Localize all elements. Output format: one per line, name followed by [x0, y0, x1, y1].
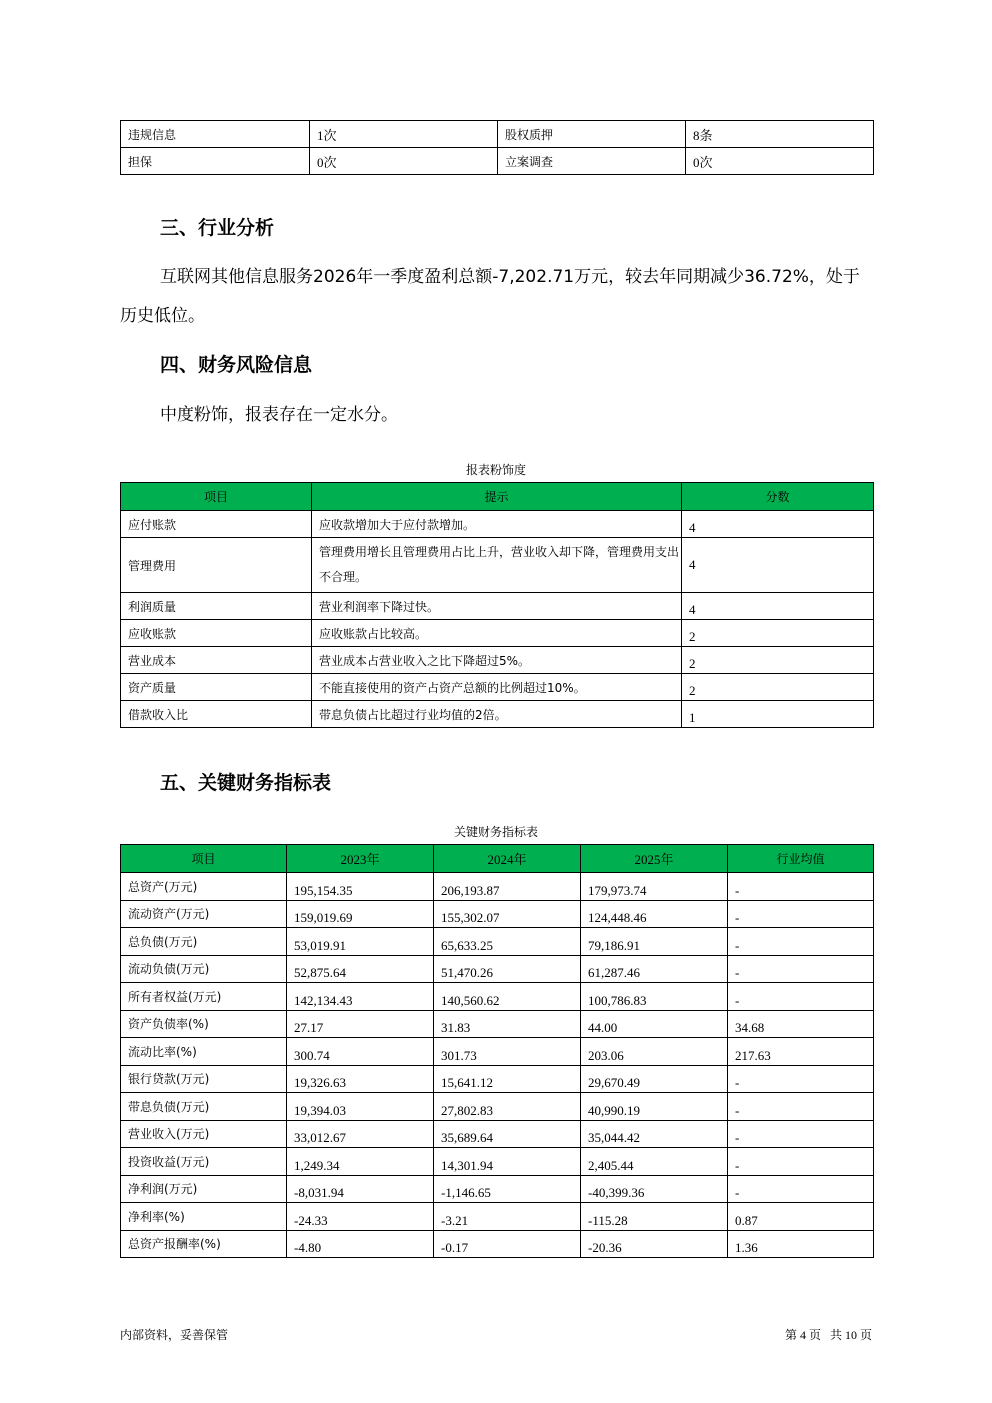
risk-table [120, 482, 874, 728]
table-row [121, 511, 874, 538]
industry-analysis-line1: 互联网其他信息服务2026年一季度盈利总额-7,202.71万元，较去年同期减少36.72%，处于 [160, 267, 860, 287]
year-value-cell: 40,990.19 [581, 1093, 728, 1121]
indicator-name-cell: 流动资产(万元) [121, 900, 287, 928]
section-heading-key-indicators: 五、关键财务指标表 [160, 772, 332, 794]
score-cell: 2 [682, 620, 874, 647]
industry-average-cell: - [728, 1148, 874, 1176]
year-value-cell: -3.21 [434, 1203, 581, 1231]
year-value-cell: -24.33 [287, 1203, 434, 1231]
kpi-table [120, 844, 874, 1258]
table-row [121, 900, 874, 928]
table-header-row [121, 483, 874, 511]
score-cell: 4 [682, 538, 874, 593]
year-value-cell: 29,670.49 [581, 1065, 728, 1093]
industry-average-cell: - [728, 955, 874, 983]
year-value-cell: -20.36 [581, 1230, 728, 1258]
year-value-cell: -0.17 [434, 1230, 581, 1258]
table-row [121, 647, 874, 674]
hint-cell: 应收账款占比较高。 [312, 620, 682, 647]
year-value-cell: -8,031.94 [287, 1175, 434, 1203]
industry-average-cell: - [728, 1065, 874, 1093]
table-header-row [121, 845, 874, 873]
value-equity-pledge: 8条 [686, 121, 874, 148]
table-row [121, 1148, 874, 1176]
table-row [121, 1175, 874, 1203]
indicator-name-cell: 总资产(万元) [121, 873, 287, 901]
item-cell: 借款收入比 [121, 701, 312, 728]
column-header: 2023年 [287, 845, 434, 873]
industry-average-cell: - [728, 983, 874, 1011]
industry-average-cell: - [728, 1093, 874, 1121]
table-row [121, 1038, 874, 1066]
table-row [121, 1203, 874, 1231]
item-cell: 应付账款 [121, 511, 312, 538]
year-value-cell: 51,470.26 [434, 955, 581, 983]
label-investigation: 立案调查 [498, 148, 686, 175]
table-row [121, 620, 874, 647]
industry-average-cell: - [728, 1120, 874, 1148]
table-row [121, 121, 874, 148]
item-cell: 应收账款 [121, 620, 312, 647]
item-cell: 利润质量 [121, 593, 312, 620]
year-value-cell: 1,249.34 [287, 1148, 434, 1176]
hint-cell: 管理费用增长且管理费用占比上升，营业收入却下降，管理费用支出不合理。 [312, 538, 682, 593]
year-value-cell: 203.06 [581, 1038, 728, 1066]
table-row [121, 873, 874, 901]
table-row [121, 674, 874, 701]
table-row [121, 1120, 874, 1148]
year-value-cell: 301.73 [434, 1038, 581, 1066]
year-value-cell: 31.83 [434, 1010, 581, 1038]
year-value-cell: 44.00 [581, 1010, 728, 1038]
table-row [121, 1093, 874, 1121]
indicator-name-cell: 资产负债率(%) [121, 1010, 287, 1038]
item-cell: 营业成本 [121, 647, 312, 674]
year-value-cell: 27.17 [287, 1010, 434, 1038]
column-header: 行业均值 [728, 845, 874, 873]
violation-summary-table [120, 120, 874, 175]
indicator-name-cell: 银行贷款(万元) [121, 1065, 287, 1093]
year-value-cell: 19,394.03 [287, 1093, 434, 1121]
industry-average-cell: 0.87 [728, 1203, 874, 1231]
score-cell: 2 [682, 674, 874, 701]
indicator-name-cell: 所有者权益(万元) [121, 983, 287, 1011]
column-header: 2025年 [581, 845, 728, 873]
indicator-name-cell: 流动比率(%) [121, 1038, 287, 1066]
year-value-cell: -115.28 [581, 1203, 728, 1231]
table-row [121, 1010, 874, 1038]
industry-average-cell: 1.36 [728, 1230, 874, 1258]
year-value-cell: 2,405.44 [581, 1148, 728, 1176]
indicator-name-cell: 带息负债(万元) [121, 1093, 287, 1121]
footer-page-number: 第 4 页 共 10 页 [784, 1328, 872, 1342]
industry-average-cell: - [728, 873, 874, 901]
table-row [121, 701, 874, 728]
table-row [121, 1065, 874, 1093]
year-value-cell: 159,019.69 [287, 900, 434, 928]
column-header: 提示 [312, 483, 682, 511]
table-row [121, 148, 874, 175]
label-equity-pledge: 股权质押 [498, 121, 686, 148]
year-value-cell: 140,560.62 [434, 983, 581, 1011]
industry-average-cell: - [728, 1175, 874, 1203]
table-row [121, 538, 874, 593]
year-value-cell: 124,448.46 [581, 900, 728, 928]
footer-confidential-note: 内部资料，妥善保管 [120, 1328, 229, 1342]
hint-cell: 营业利润率下降过快。 [312, 593, 682, 620]
industry-average-cell: - [728, 928, 874, 956]
section-heading-industry-analysis: 三、行业分析 [160, 217, 275, 239]
hint-cell: 带息负债占比超过行业均值的2倍。 [312, 701, 682, 728]
item-cell: 管理费用 [121, 538, 312, 593]
year-value-cell: -1,146.65 [434, 1175, 581, 1203]
score-cell: 1 [682, 701, 874, 728]
year-value-cell: 35,044.42 [581, 1120, 728, 1148]
year-value-cell: 14,301.94 [434, 1148, 581, 1176]
section-heading-financial-risk: 四、财务风险信息 [160, 354, 313, 376]
year-value-cell: 195,154.35 [287, 873, 434, 901]
year-value-cell: 300.74 [287, 1038, 434, 1066]
year-value-cell: 33,012.67 [287, 1120, 434, 1148]
year-value-cell: 142,134.43 [287, 983, 434, 1011]
year-value-cell: 19,326.63 [287, 1065, 434, 1093]
indicator-name-cell: 营业收入(万元) [121, 1120, 287, 1148]
year-value-cell: 206,193.87 [434, 873, 581, 901]
indicator-name-cell: 总资产报酬率(%) [121, 1230, 287, 1258]
indicator-name-cell: 净利率(%) [121, 1203, 287, 1231]
industry-analysis-line2: 历史低位。 [120, 306, 205, 326]
year-value-cell: 52,875.64 [287, 955, 434, 983]
indicator-name-cell: 投资收益(万元) [121, 1148, 287, 1176]
table-row [121, 928, 874, 956]
year-value-cell: 79,186.91 [581, 928, 728, 956]
score-cell: 2 [682, 647, 874, 674]
hint-cell: 不能直接使用的资产占资产总额的比例超过10%。 [312, 674, 682, 701]
year-value-cell: 53,019.91 [287, 928, 434, 956]
score-cell: 4 [682, 593, 874, 620]
table-row [121, 983, 874, 1011]
column-header: 2024年 [434, 845, 581, 873]
year-value-cell: 27,802.83 [434, 1093, 581, 1121]
value-investigation: 0次 [686, 148, 874, 175]
year-value-cell: -4.80 [287, 1230, 434, 1258]
column-header: 项目 [121, 483, 312, 511]
hint-cell: 应收款增加大于应付款增加。 [312, 511, 682, 538]
year-value-cell: 61,287.46 [581, 955, 728, 983]
year-value-cell: -40,399.36 [581, 1175, 728, 1203]
year-value-cell: 155,302.07 [434, 900, 581, 928]
year-value-cell: 35,689.64 [434, 1120, 581, 1148]
label-guarantee: 担保 [121, 148, 310, 175]
table-row [121, 955, 874, 983]
label-violation: 违规信息 [121, 121, 310, 148]
hint-cell: 营业成本占营业收入之比下降超过5%。 [312, 647, 682, 674]
financial-risk-summary: 中度粉饰，报表存在一定水分。 [160, 405, 398, 425]
risk-table-caption: 报表粉饰度 [465, 463, 526, 477]
score-cell: 4 [682, 511, 874, 538]
value-violation: 1次 [310, 121, 498, 148]
indicator-name-cell: 流动负债(万元) [121, 955, 287, 983]
year-value-cell: 100,786.83 [581, 983, 728, 1011]
table-row [121, 1230, 874, 1258]
item-cell: 资产质量 [121, 674, 312, 701]
year-value-cell: 179,973.74 [581, 873, 728, 901]
value-guarantee: 0次 [310, 148, 498, 175]
industry-average-cell: 217.63 [728, 1038, 874, 1066]
column-header: 项目 [121, 845, 287, 873]
industry-average-cell: - [728, 900, 874, 928]
kpi-table-caption: 关键财务指标表 [453, 825, 538, 839]
column-header: 分数 [682, 483, 874, 511]
indicator-name-cell: 净利润(万元) [121, 1175, 287, 1203]
industry-average-cell: 34.68 [728, 1010, 874, 1038]
indicator-name-cell: 总负债(万元) [121, 928, 287, 956]
table-row [121, 593, 874, 620]
year-value-cell: 15,641.12 [434, 1065, 581, 1093]
year-value-cell: 65,633.25 [434, 928, 581, 956]
